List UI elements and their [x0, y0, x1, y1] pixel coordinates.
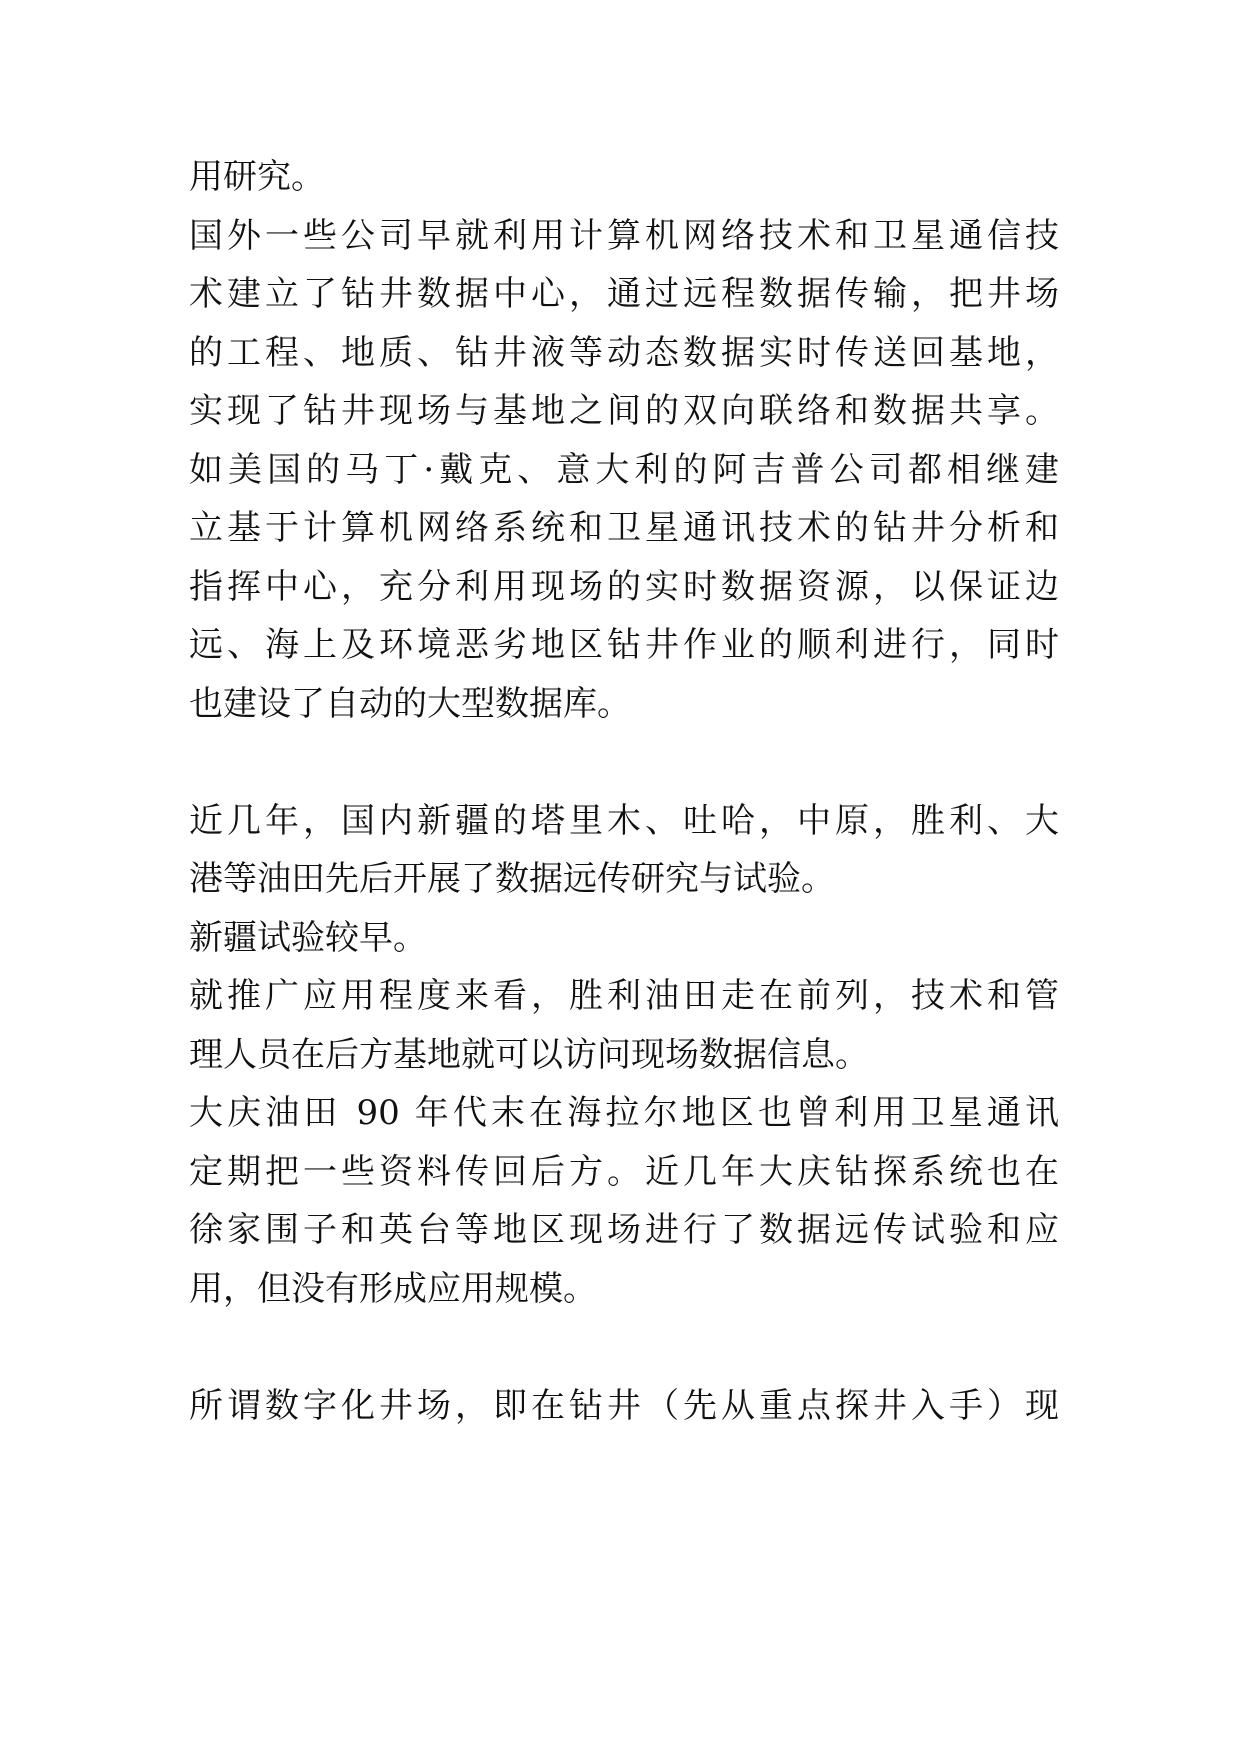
- text-line: 指挥中心，充分利用现场的实时数据资源，以保证边: [189, 566, 1059, 607]
- text-line: 远、海上及环境恶劣地区钻井作业的顺利进行，同时: [189, 625, 1059, 665]
- text-line: 立基于计算机网络系统和卫星通讯技术的钻井分析和: [189, 508, 1059, 548]
- text-line: 定期把一些资料传回后方。近几年大庆钻探系统也在: [189, 1151, 1059, 1192]
- text-line: 如美国的马丁·戴克、意大利的阿吉普公司都相继建: [189, 449, 1059, 490]
- text-line: 实现了钻井现场与基地之间的双向联络和数据共享。: [189, 391, 1059, 431]
- paragraph-gap: [189, 733, 1059, 792]
- text-line: 徐家围子和英台等地区现场进行了数据远传试验和应: [189, 1210, 1059, 1250]
- text-line: 用研究。: [189, 157, 325, 197]
- text-line: 所谓数字化井场，即在钻井（先从重点探井入手）现: [189, 1385, 1059, 1426]
- text-line: 近几年，国内新疆的塔里木、吐哈，中原，胜利、大: [189, 800, 1059, 841]
- text-line: 港等油田先后开展了数据远传研究与试验。: [189, 859, 835, 899]
- text-line: 术建立了钻井数据中心，通过远程数据传输，把井场: [189, 274, 1059, 314]
- text-line: 也建设了自动的大型数据库。: [189, 683, 631, 724]
- text-line: 就推广应用程度来看，胜利油田走在前列，技术和管: [189, 976, 1059, 1016]
- body-text: [189, 148, 1059, 1435]
- text-line: 国外一些公司早就利用计算机网络技术和卫星通信技: [189, 215, 1059, 256]
- text-line: 新疆试验较早。: [189, 917, 427, 958]
- text-line: 的工程、地质、钻井液等动态数据实时传送回基地，: [189, 332, 1059, 373]
- paragraph-gap: [189, 1318, 1059, 1377]
- text-line: 理人员在后方基地就可以访问现场数据信息。: [189, 1034, 869, 1075]
- text-line: 用，但没有形成应用规模。: [189, 1268, 597, 1309]
- text-line: 大庆油田 90 年代末在海拉尔地区也曾利用卫星通讯: [189, 1093, 1059, 1133]
